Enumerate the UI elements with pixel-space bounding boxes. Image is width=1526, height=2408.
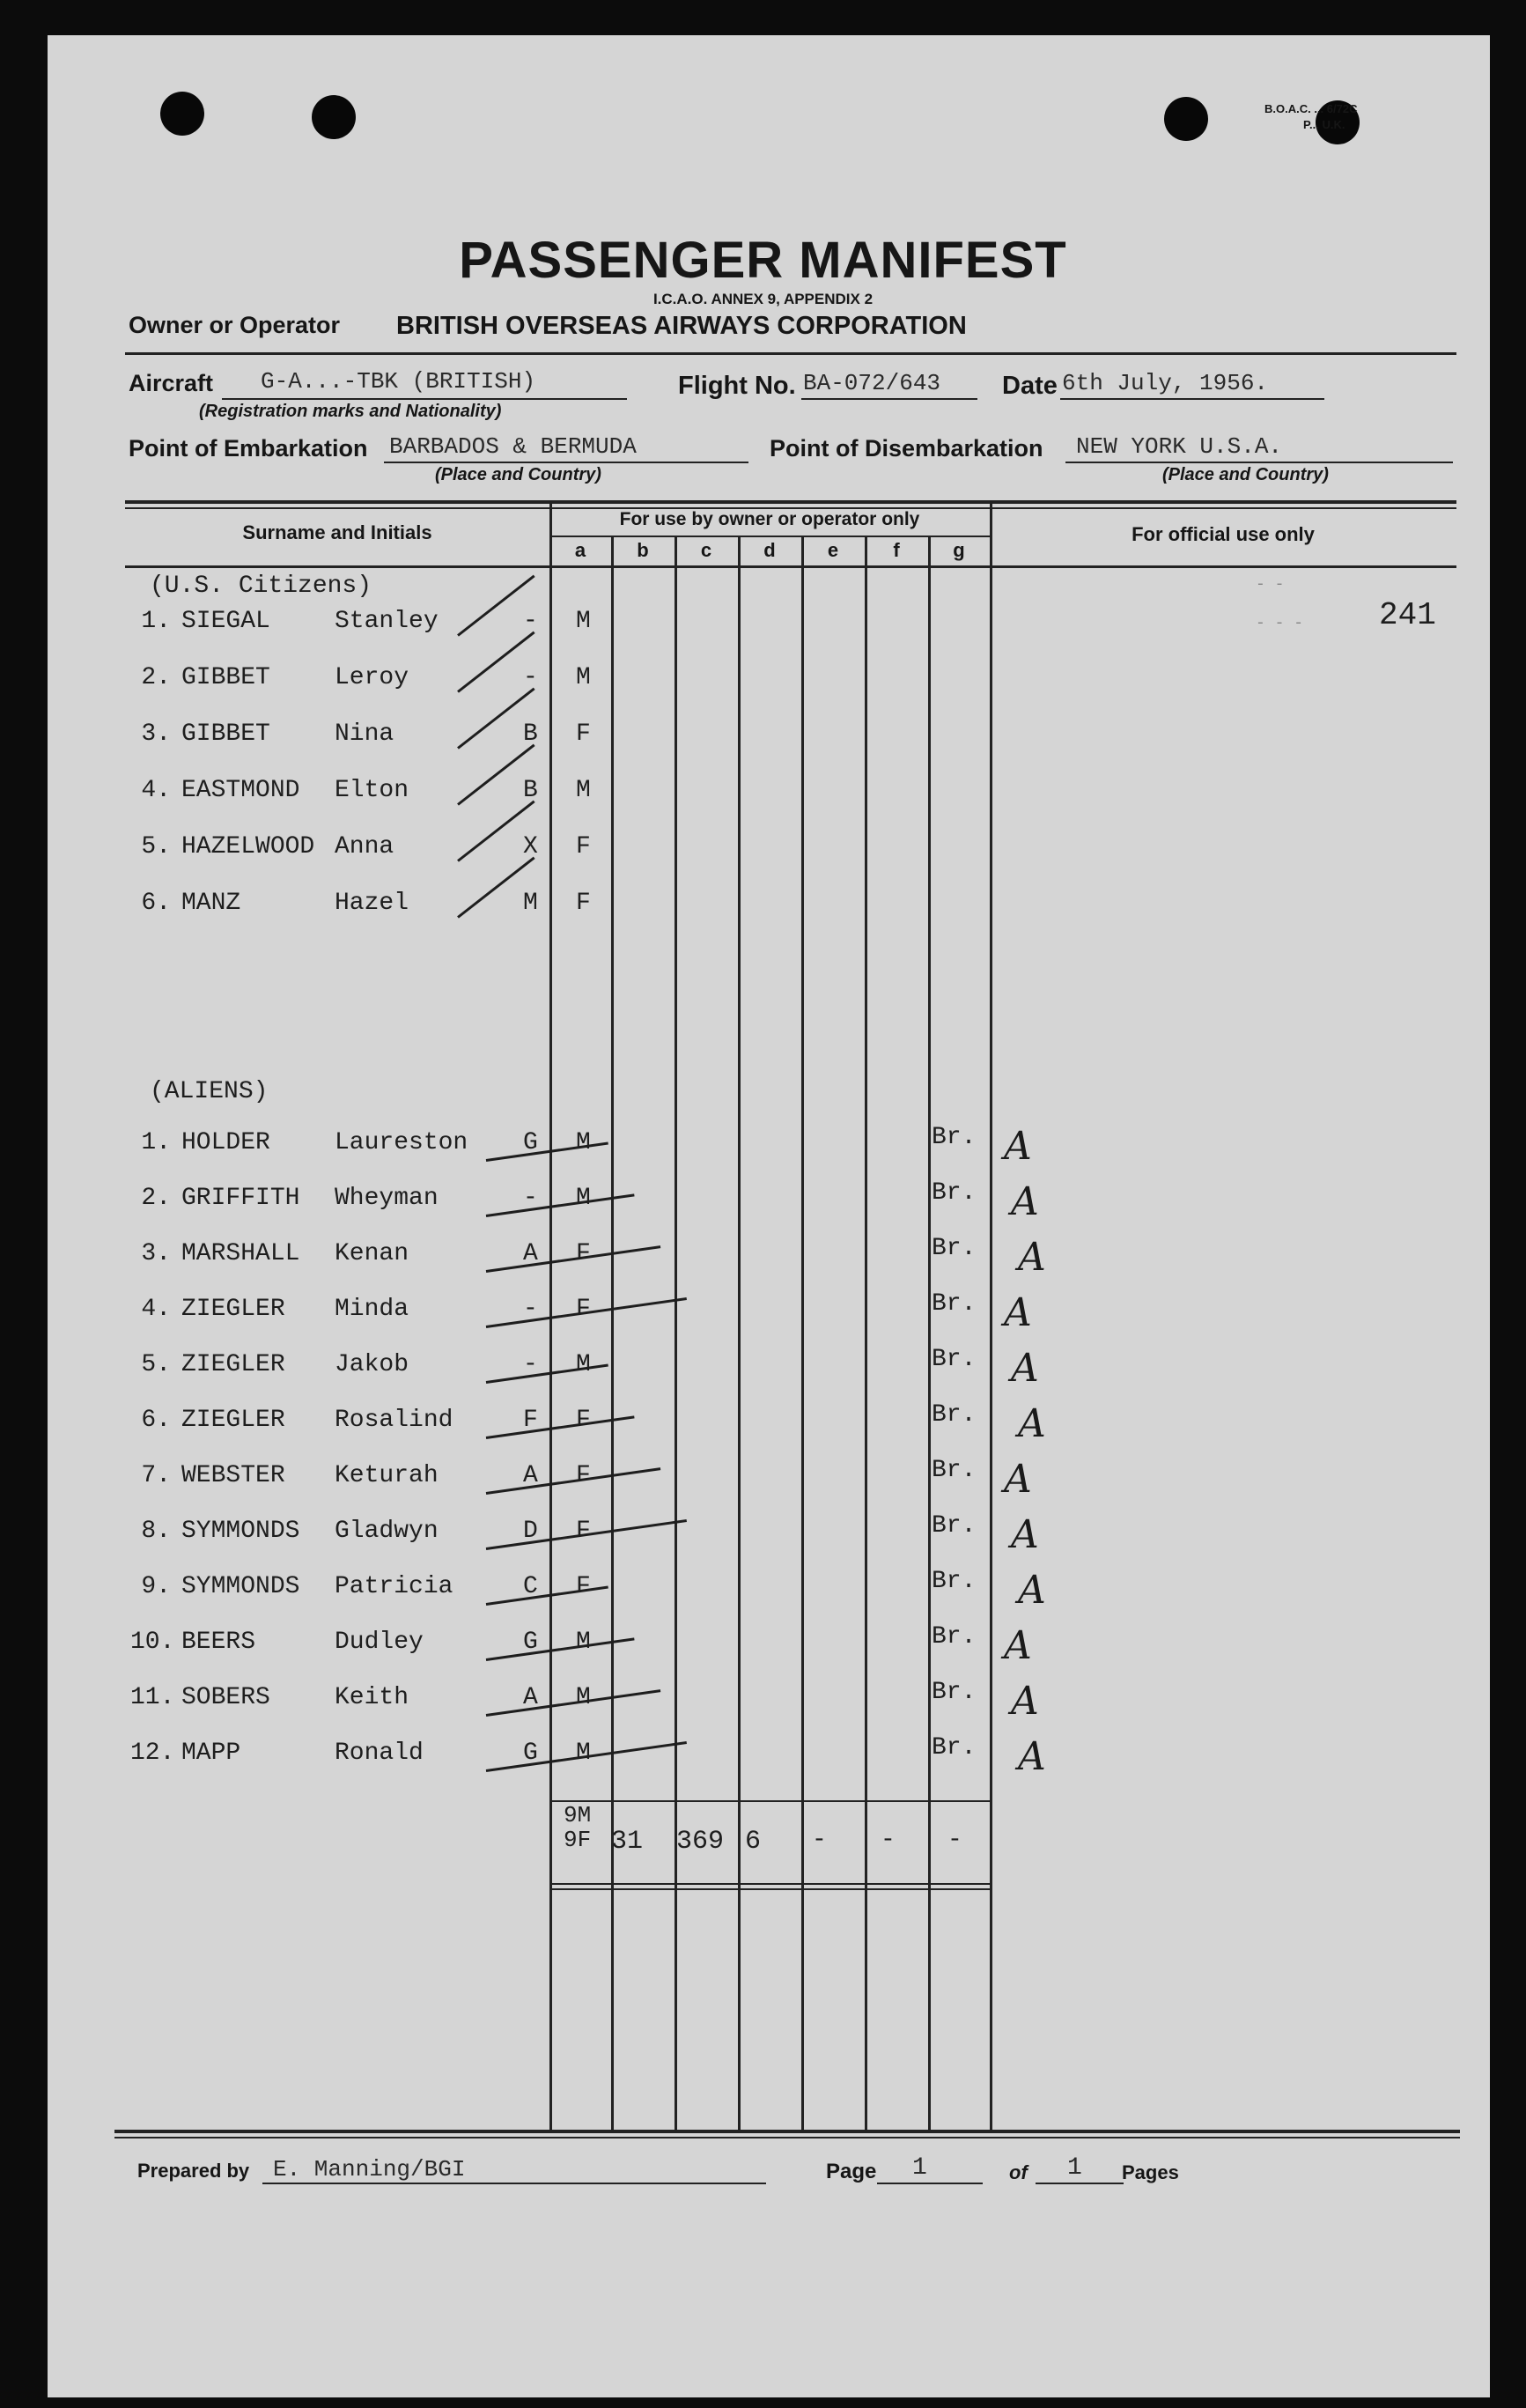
official-mark: A bbox=[1011, 1346, 1039, 1391]
sex-cell: M bbox=[576, 1629, 591, 1656]
sex-cell: F bbox=[576, 1296, 591, 1323]
code-cell: A bbox=[523, 1240, 538, 1267]
operator-subheader-rule bbox=[549, 536, 990, 537]
given-name-cell: Hazel bbox=[335, 890, 409, 917]
official-mark: A bbox=[1004, 1290, 1032, 1335]
nationality-cell: Br. bbox=[932, 1457, 977, 1484]
row-number: 4. bbox=[141, 1296, 171, 1323]
surname-cell: EASTMOND bbox=[181, 777, 300, 804]
column-line bbox=[611, 536, 614, 2131]
given-name-cell: Kenan bbox=[335, 1240, 409, 1267]
column-letter-g: g bbox=[953, 539, 965, 561]
code-cell: C bbox=[523, 1573, 538, 1600]
underline bbox=[801, 398, 977, 400]
given-name-cell: Keith bbox=[335, 1684, 409, 1711]
prepared-value: E. Manning/BGI bbox=[273, 2156, 466, 2183]
ref-code-2: P... U.K. bbox=[1303, 118, 1345, 131]
code-cell: F bbox=[523, 1407, 538, 1434]
code-cell: D bbox=[523, 1518, 538, 1545]
column-line bbox=[928, 536, 931, 2131]
surname-cell: SYMMONDS bbox=[181, 1518, 300, 1545]
nationality-cell: Br. bbox=[932, 1235, 977, 1262]
sex-cell: F bbox=[576, 1518, 591, 1545]
surname-cell: ZIEGLER bbox=[181, 1296, 285, 1323]
total-b: 31 bbox=[611, 1827, 644, 1857]
code-cell: A bbox=[523, 1462, 538, 1489]
given-name-cell: Ronald bbox=[335, 1740, 424, 1767]
total-g: - bbox=[947, 1827, 962, 1854]
given-name-cell: Elton bbox=[335, 777, 409, 804]
code-cell: X bbox=[523, 833, 538, 861]
totals-rule bbox=[549, 1888, 990, 1890]
code-cell: A bbox=[523, 1684, 538, 1711]
punch-hole bbox=[160, 92, 204, 136]
given-name-cell: Leroy bbox=[335, 664, 409, 691]
code-cell: G bbox=[523, 1740, 538, 1767]
sex-cell: F bbox=[576, 1240, 591, 1267]
us-section-label: (U.S. Citizens) bbox=[150, 572, 372, 600]
sex-cell: M bbox=[576, 664, 591, 691]
official-mark: A bbox=[1004, 1623, 1032, 1668]
given-name-cell: Minda bbox=[335, 1296, 409, 1323]
row-number: 3. bbox=[141, 1240, 171, 1267]
row-number: 6. bbox=[141, 1407, 171, 1434]
row-number: 2. bbox=[141, 664, 171, 691]
code-cell: G bbox=[523, 1629, 538, 1656]
sex-cell: M bbox=[576, 1684, 591, 1711]
page-title: PASSENGER MANIFEST bbox=[459, 232, 1067, 289]
disembark-label: Point of Disembarkation bbox=[770, 435, 1043, 462]
given-name-cell: Gladwyn bbox=[335, 1518, 439, 1545]
nationality-cell: Br. bbox=[932, 1179, 977, 1207]
nationality-cell: Br. bbox=[932, 1568, 977, 1595]
punch-hole bbox=[312, 95, 356, 139]
sex-cell: M bbox=[576, 777, 591, 804]
aircraft-hint: (Registration marks and Nationality) bbox=[199, 402, 502, 421]
aircraft-value: G-A...-TBK (BRITISH) bbox=[261, 368, 536, 395]
given-name-cell: Dudley bbox=[335, 1629, 424, 1656]
given-name-cell: Wheyman bbox=[335, 1185, 439, 1212]
given-name-cell: Anna bbox=[335, 833, 394, 861]
surname-cell: SYMMONDS bbox=[181, 1573, 300, 1600]
surname-cell: BEERS bbox=[181, 1629, 256, 1656]
row-number: 5. bbox=[141, 1351, 171, 1378]
table-header-rule bbox=[125, 565, 1456, 568]
official-mark: A bbox=[1018, 1734, 1046, 1779]
flight-no-value: BA-072/643 bbox=[803, 370, 941, 396]
code-cell: - bbox=[523, 608, 538, 635]
nationality-cell: Br. bbox=[932, 1512, 977, 1540]
official-header: For official use only bbox=[1132, 523, 1315, 545]
surname-header: Surname and Initials bbox=[242, 521, 432, 543]
official-mark: A bbox=[1018, 1568, 1046, 1613]
embark-hint: (Place and Country) bbox=[435, 465, 601, 484]
nationality-cell: Br. bbox=[932, 1623, 977, 1651]
row-number: 10. bbox=[130, 1629, 175, 1656]
given-name-cell: Laureston bbox=[335, 1129, 468, 1156]
column-letter-f: f bbox=[893, 539, 900, 561]
code-cell: - bbox=[523, 1296, 538, 1323]
sex-cell: F bbox=[576, 890, 591, 917]
owner-value: BRITISH OVERSEAS AIRWAYS CORPORATION bbox=[396, 312, 967, 340]
surname-cell: SIEGAL bbox=[181, 608, 270, 635]
surname-cell: WEBSTER bbox=[181, 1462, 285, 1489]
given-name-cell: Keturah bbox=[335, 1462, 439, 1489]
official-mark: A bbox=[1004, 1124, 1032, 1169]
sex-cell: M bbox=[576, 608, 591, 635]
embark-label: Point of Embarkation bbox=[129, 435, 368, 462]
sex-cell: F bbox=[576, 1407, 591, 1434]
sex-cell: F bbox=[576, 833, 591, 861]
column-letter-e: e bbox=[827, 539, 839, 561]
disembark-value: NEW YORK U.S.A. bbox=[1076, 433, 1283, 460]
official-mark: A bbox=[1018, 1401, 1046, 1446]
surname-cell: SOBERS bbox=[181, 1684, 270, 1711]
given-name-cell: Nina bbox=[335, 720, 394, 748]
surname-cell: GRIFFITH bbox=[181, 1185, 300, 1212]
underline bbox=[1036, 2183, 1124, 2184]
surname-cell: HAZELWOOD bbox=[181, 833, 315, 861]
rule bbox=[125, 352, 1456, 355]
official-mark: A bbox=[1004, 1457, 1032, 1502]
row-number: 8. bbox=[141, 1518, 171, 1545]
total-a-female: 9F bbox=[564, 1827, 592, 1853]
column-line bbox=[801, 536, 804, 2131]
code-cell: - bbox=[523, 1351, 538, 1378]
total-c: 369 bbox=[676, 1827, 725, 1857]
of-label: of bbox=[1009, 2161, 1028, 2183]
row-number: 3. bbox=[141, 720, 171, 748]
given-name-cell: Patricia bbox=[335, 1573, 453, 1600]
punch-hole bbox=[1164, 97, 1208, 141]
row-number: 2. bbox=[141, 1185, 171, 1212]
surname-cell: ZIEGLER bbox=[181, 1351, 285, 1378]
underline bbox=[877, 2183, 983, 2184]
surname-cell: MAPP bbox=[181, 1740, 241, 1767]
underline bbox=[222, 398, 627, 400]
column-line bbox=[675, 536, 677, 2131]
total-d: 6 bbox=[745, 1827, 762, 1857]
given-name-cell: Stanley bbox=[335, 608, 439, 635]
sex-cell: F bbox=[576, 1573, 591, 1600]
sex-cell: F bbox=[576, 720, 591, 748]
code-cell: G bbox=[523, 1129, 538, 1156]
row-number: 6. bbox=[141, 890, 171, 917]
operator-header: For use by owner or operator only bbox=[619, 509, 920, 529]
given-name-cell: Jakob bbox=[335, 1351, 409, 1378]
code-cell: B bbox=[523, 777, 538, 804]
official-dots: - - - bbox=[1256, 615, 1304, 632]
bottom-rule bbox=[114, 2130, 1460, 2133]
column-line bbox=[990, 504, 992, 2131]
sex-cell: F bbox=[576, 1462, 591, 1489]
of-value: 1 bbox=[1067, 2154, 1082, 2182]
column-letter-d: d bbox=[763, 539, 776, 561]
nationality-cell: Br. bbox=[932, 1679, 977, 1706]
row-number: 1. bbox=[141, 1129, 171, 1156]
flight-no-label: Flight No. bbox=[678, 372, 796, 400]
pages-label: Pages bbox=[1122, 2161, 1179, 2183]
official-mark: A bbox=[1011, 1179, 1039, 1224]
row-number: 11. bbox=[130, 1684, 175, 1711]
row-number: 5. bbox=[141, 833, 171, 861]
total-f: - bbox=[881, 1827, 896, 1854]
underline bbox=[1060, 398, 1324, 400]
nationality-cell: Br. bbox=[932, 1401, 977, 1429]
sex-cell: M bbox=[576, 1185, 591, 1212]
column-line bbox=[865, 536, 867, 2131]
column-letter-c: c bbox=[700, 539, 712, 561]
column-line bbox=[738, 536, 741, 2131]
nationality-cell: Br. bbox=[932, 1346, 977, 1373]
owner-label: Owner or Operator bbox=[129, 312, 341, 338]
column-letter-b: b bbox=[637, 539, 649, 561]
row-number: 1. bbox=[141, 608, 171, 635]
ref-code: B.O.A.C. ... 6/72C bbox=[1264, 102, 1358, 115]
surname-cell: MANZ bbox=[181, 890, 241, 917]
row-number: 9. bbox=[141, 1573, 171, 1600]
page-label: Page bbox=[826, 2160, 877, 2183]
disembark-hint: (Place and Country) bbox=[1162, 465, 1329, 484]
row-number: 4. bbox=[141, 777, 171, 804]
surname-cell: GIBBET bbox=[181, 720, 270, 748]
official-mark: A bbox=[1011, 1512, 1039, 1557]
aircraft-label: Aircraft bbox=[129, 370, 214, 396]
underline bbox=[384, 462, 748, 463]
official-number: 241 bbox=[1379, 597, 1436, 633]
date-label: Date bbox=[1002, 372, 1058, 400]
total-e: - bbox=[812, 1827, 827, 1854]
official-mark: A bbox=[1011, 1679, 1039, 1724]
given-name-cell: Rosalind bbox=[335, 1407, 453, 1434]
code-cell: B bbox=[523, 720, 538, 748]
surname-cell: MARSHALL bbox=[181, 1240, 300, 1267]
code-cell: M bbox=[523, 890, 538, 917]
nationality-cell: Br. bbox=[932, 1734, 977, 1762]
total-a-male: 9M bbox=[564, 1802, 592, 1828]
embark-value: BARBADOS & BERMUDA bbox=[389, 433, 637, 460]
row-number: 12. bbox=[130, 1740, 175, 1767]
column-letter-a: a bbox=[574, 539, 586, 561]
table-top-rule bbox=[125, 500, 1456, 504]
sex-cell: M bbox=[576, 1129, 591, 1156]
page-subtitle: I.C.A.O. ANNEX 9, APPENDIX 2 bbox=[652, 291, 874, 307]
surname-cell: GIBBET bbox=[181, 664, 270, 691]
code-cell: - bbox=[523, 664, 538, 691]
nationality-cell: Br. bbox=[932, 1290, 977, 1318]
nationality-cell: Br. bbox=[932, 1124, 977, 1151]
row-number: 7. bbox=[141, 1462, 171, 1489]
code-cell: - bbox=[523, 1185, 538, 1212]
official-dots: - - bbox=[1256, 576, 1285, 594]
prepared-label: Prepared by bbox=[137, 2160, 250, 2182]
official-mark: A bbox=[1018, 1235, 1046, 1280]
alien-section-label: (ALIENS) bbox=[150, 1078, 269, 1105]
surname-cell: HOLDER bbox=[181, 1129, 270, 1156]
page-value: 1 bbox=[912, 2154, 927, 2182]
totals-rule bbox=[549, 1800, 990, 1802]
sex-cell: M bbox=[576, 1740, 591, 1767]
underline bbox=[262, 2183, 766, 2184]
bottom-rule bbox=[114, 2137, 1460, 2138]
totals-rule bbox=[549, 1883, 990, 1885]
underline bbox=[1065, 462, 1453, 463]
sex-cell: M bbox=[576, 1351, 591, 1378]
surname-cell: ZIEGLER bbox=[181, 1407, 285, 1434]
date-value: 6th July, 1956. bbox=[1062, 370, 1269, 396]
